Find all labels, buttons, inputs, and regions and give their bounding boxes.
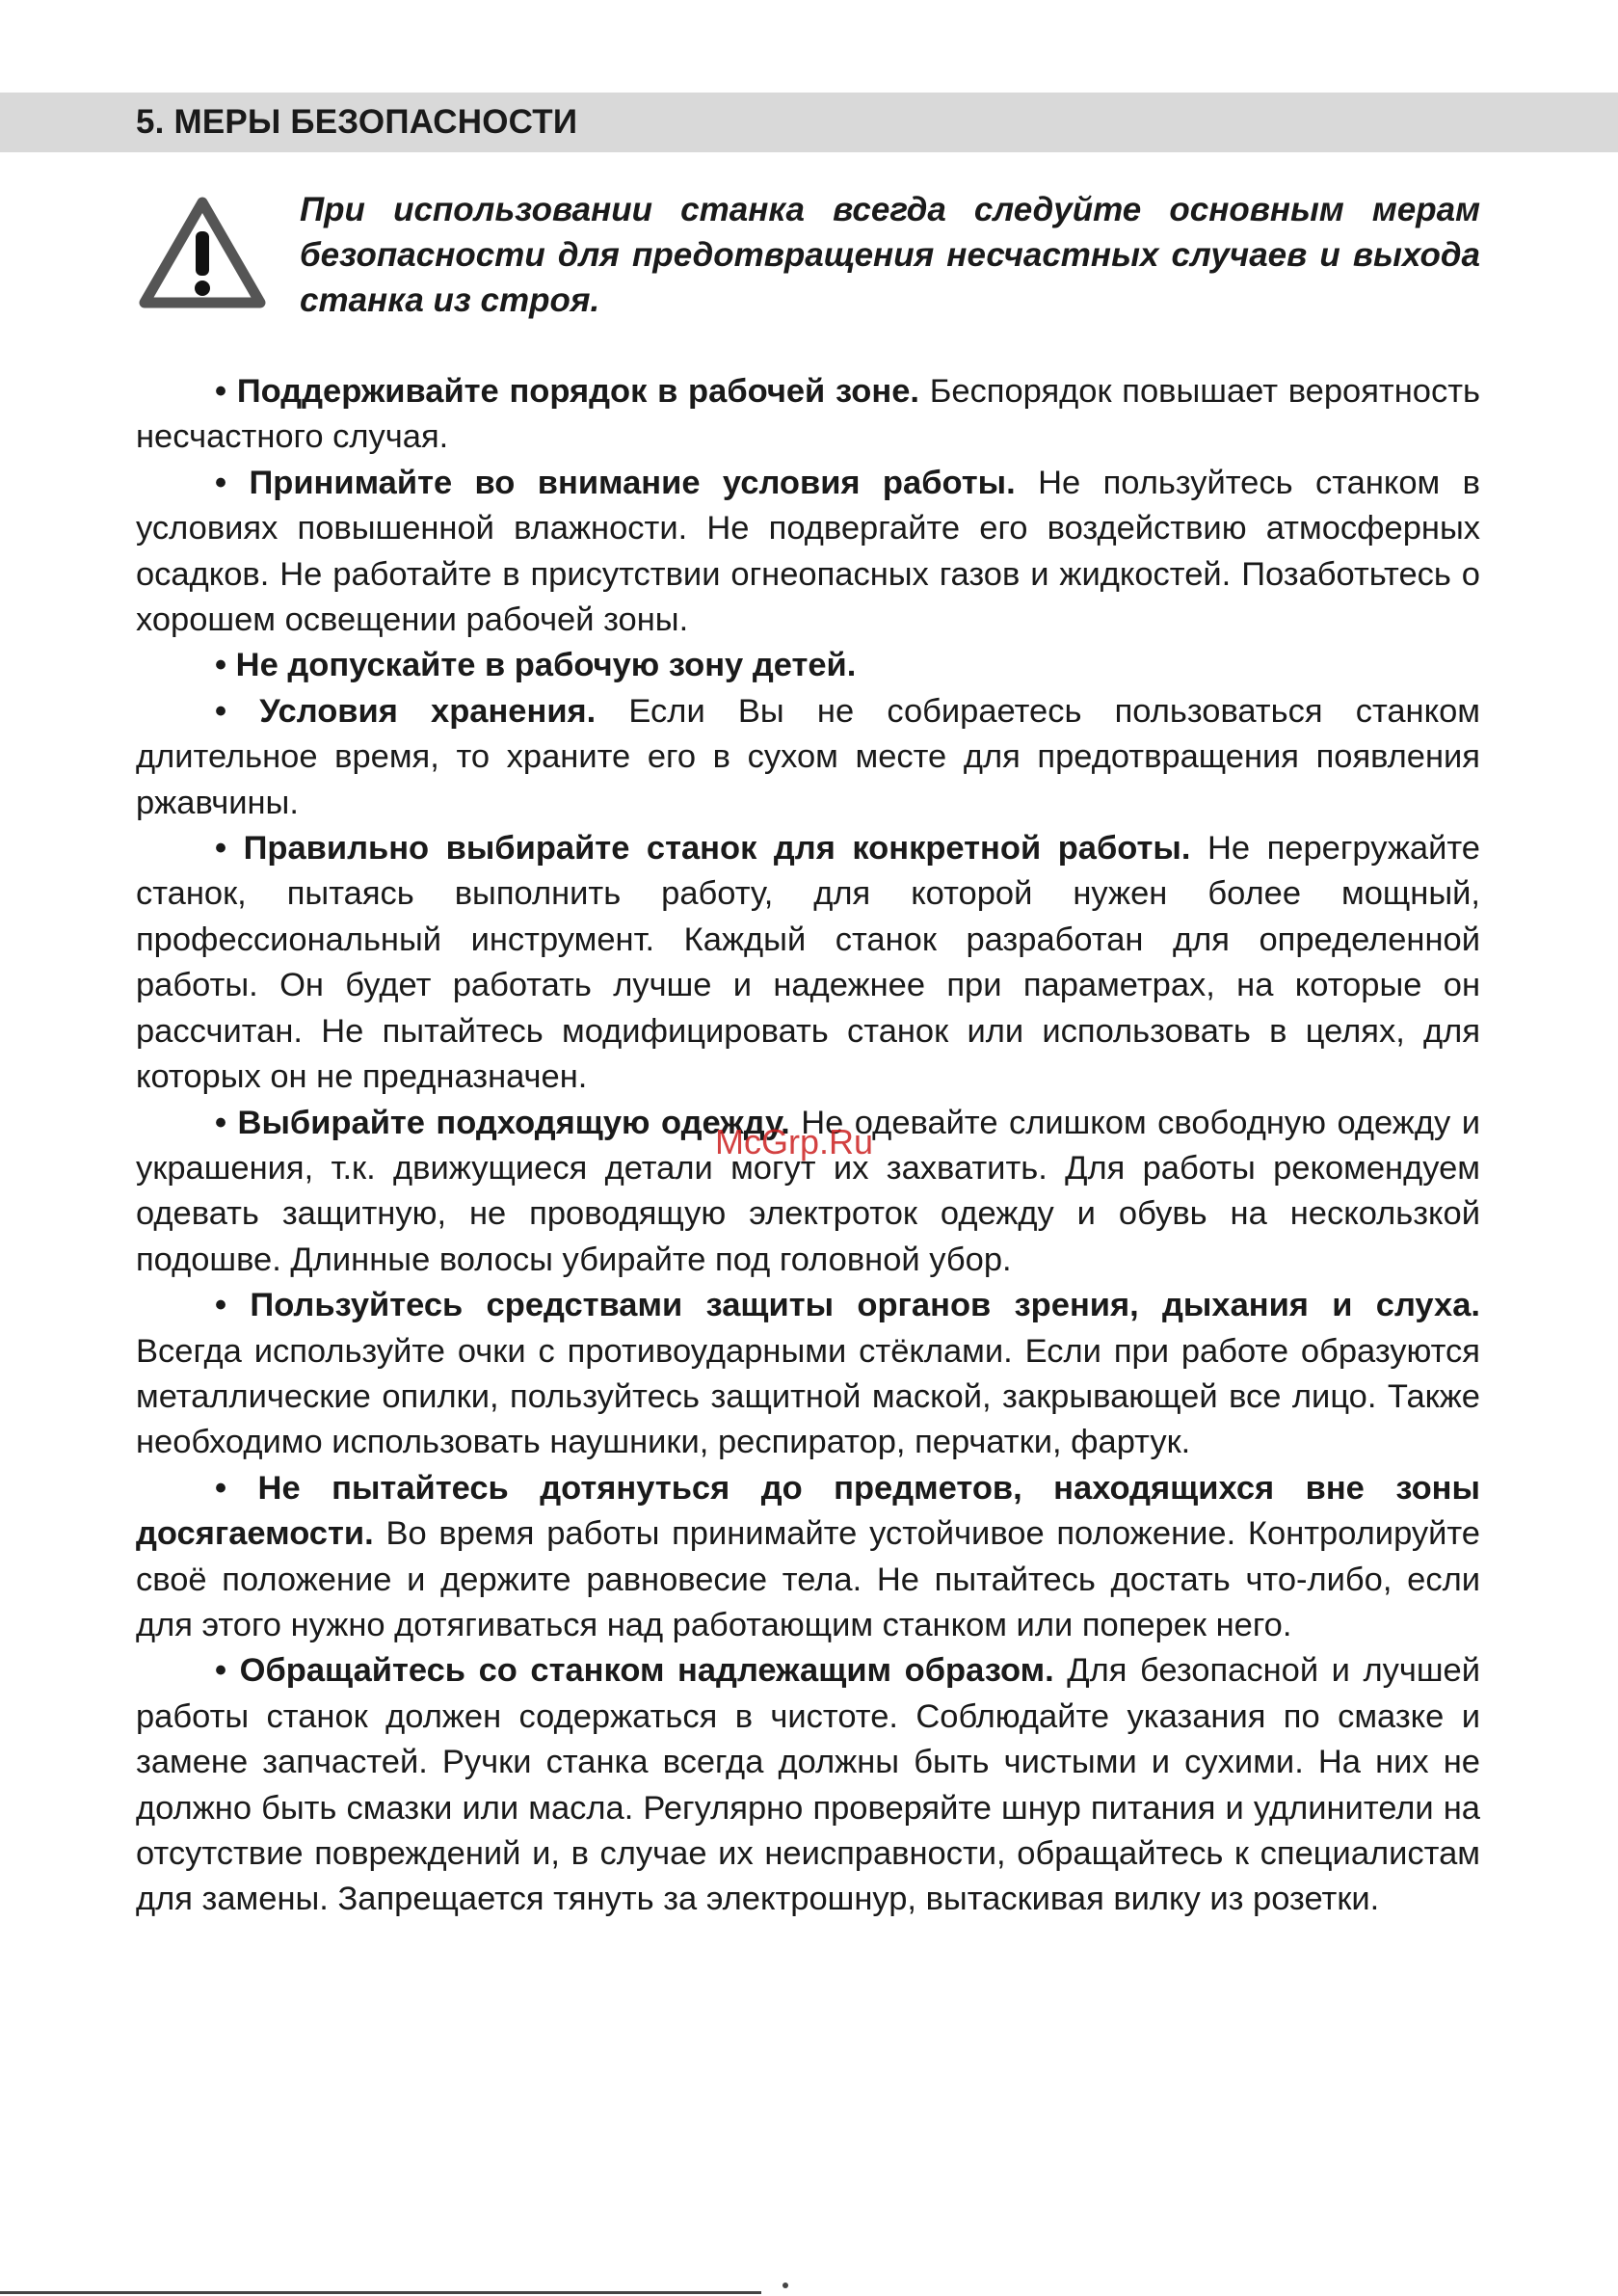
- rule-body: Если Вы не собираетесь пользоваться станком длительное время, то храните его в сухом месте для предотвращения появления ржавчины.: [136, 692, 1480, 821]
- rule-no-children: [136, 643, 1480, 688]
- rule-body: Не пользуйтесь станком в условиях повышенной влажности. Не подвергайте его воздействию атмосферных осадков. Не работайте в присутствии огнеопасных газов и жидкостей. Позаботьтесь о хорошем освещении рабочей зоны.: [136, 464, 1480, 639]
- rule-heading: • Выбирайте подходящую одежду.: [215, 1104, 790, 1141]
- rule-working-conditions: [136, 461, 1480, 644]
- rule-body: Беспорядок повышает вероятность несчастного случая.: [136, 373, 1480, 456]
- footer-mark: [782, 2283, 788, 2288]
- rule-proper-handling: [136, 1648, 1480, 1922]
- section-title: 5. МЕРЫ БЕЗОПАСНОСТИ: [136, 103, 578, 141]
- rule-heading: • Не пытайтесь дотянуться до предметов, находящихся вне зоны досягаемости.: [136, 1469, 1480, 1553]
- rule-heading: • Не допускайте в рабочую зону детей.: [215, 647, 857, 684]
- rule-body: Всегда используйте очки с противоударными стёклами. Если при работе образуются металлические опилки, пользуйтесь защитной маской, закрывающей все лицо. Также необходимо использовать наушники, респиратор, перчатки, фартук.: [136, 1332, 1480, 1461]
- rule-body: Не перегружайте станок, пытаясь выполнить работу, для которой нужен более мощный, профессиональный инструмент. Каждый станок разработан для определенной работы. Он будет работать лучше и надежнее при параметрах, на которые он рассчитан. Не пытайтесь модифицировать станок или использовать в целях, для которых он не предназначен.: [136, 830, 1480, 1096]
- rule-choose-machine: [136, 826, 1480, 1100]
- rule-workspace-order: [136, 369, 1480, 461]
- rule-heading: • Обращайтесь со станком надлежащим образом.: [215, 1652, 1054, 1690]
- rule-heading: • Поддерживайте порядок в рабочей зоне.: [215, 373, 919, 410]
- warning-triangle-icon: [137, 193, 268, 312]
- rule-heading: • Пользуйтесь средствами защиты органов зрения, дыхания и слуха.: [215, 1287, 1480, 1324]
- rule-body: Для безопасной и лучшей работы станок должен содержаться в чистоте. Соблюдайте указания по смазке и замене запчастей. Ручки станка всегда должны быть чистыми и сухими. На них не должно быть смазки или масла. Регулярно проверяйте шнур питания и удлинители на отсутствие повреждений и, в случае их неисправности, обращайтесь к специалистам для замены. Запрещается тянуть за электрошнур, вытаскивая вилку из розетки.: [136, 1652, 1480, 1918]
- rule-storage-conditions: [136, 689, 1480, 826]
- rule-reach: [136, 1466, 1480, 1649]
- rule-heading: • Принимайте во внимание условия работы.: [215, 464, 1016, 501]
- rule-heading: • Условия хранения.: [215, 692, 597, 730]
- rule-body: Во время работы принимайте устойчивое положение. Контролируйте своё положение и держите равновесие тела. Не пытайтесь достать что-либо, если для этого нужно дотягиваться над работающим станком или поперек него.: [136, 1515, 1480, 1643]
- footer-divider: [0, 2291, 761, 2294]
- rule-body: Не одевайте слишком свободную одежду и украшения, т.к. движущиеся детали могут их захватить. Для работы рекомендуем одевать защитную, не проводящую электроток одежду и обувь на нескользкой подошве. Длинные волосы убирайте под головной убор.: [136, 1104, 1480, 1278]
- watermark: McGrp.Ru: [715, 1122, 874, 1161]
- safety-warning-text: При использовании станка всегда следуйте основным мерам безопасности для предотвращения несчастных случаев и выхода станка из строя.: [300, 191, 1480, 319]
- rule-heading: • Правильно выбирайте станок для конкретной работы.: [215, 830, 1191, 868]
- rule-protective-equipment: [136, 1283, 1480, 1466]
